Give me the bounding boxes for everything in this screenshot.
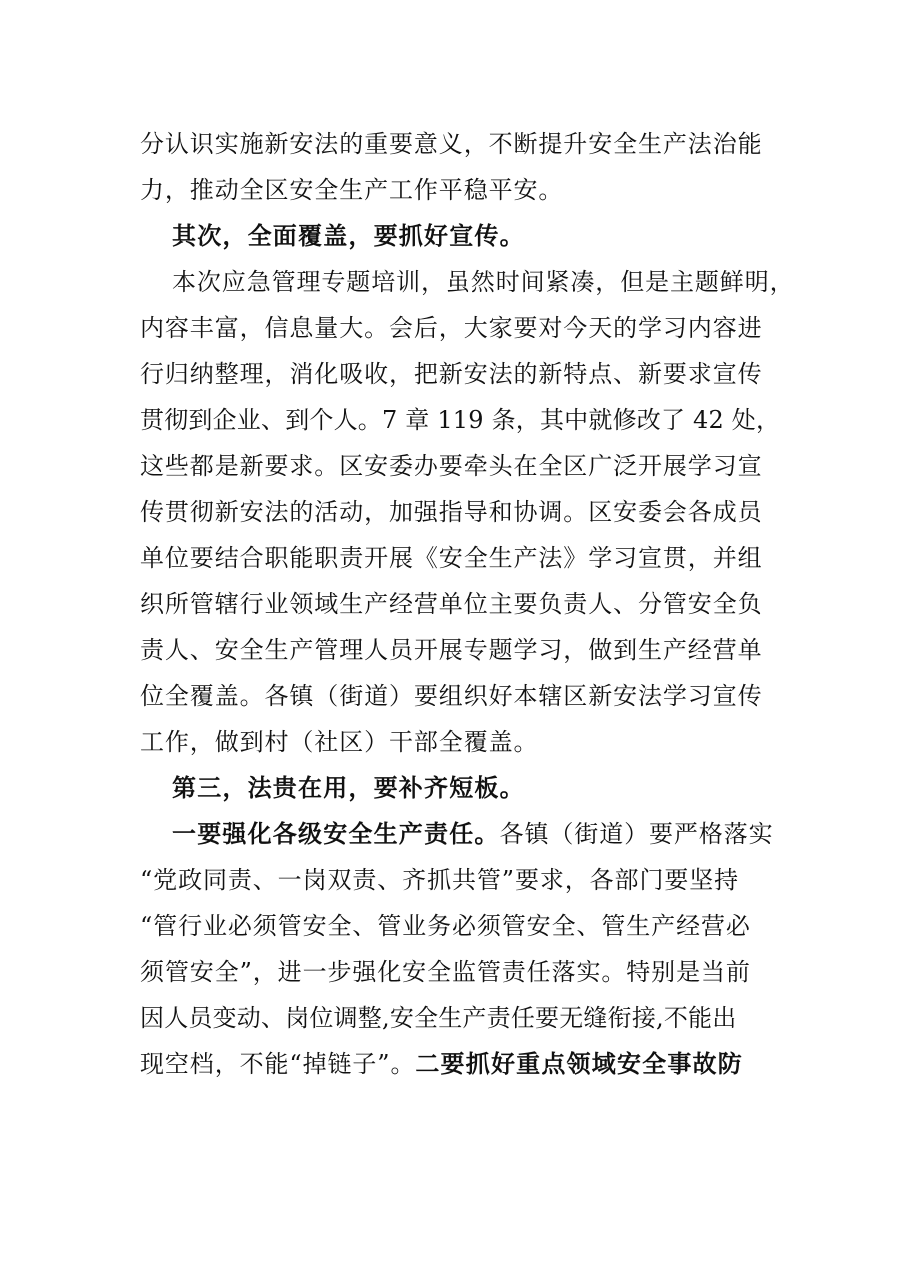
- text-line: “管行业必须管安全、管业务必须管安全、管生产经营必: [140, 912, 751, 940]
- text-line: 位全覆盖。各镇（街道）要组织好本辖区新安法学习宣传: [140, 682, 763, 710]
- text-line: 内容丰富，信息量大。会后，大家要对今天的学习内容进: [140, 314, 763, 342]
- text-line: [140, 811, 780, 857]
- text-line: 这些都是新要求。区安委办要牵头在全区广泛开展学习宣: [140, 452, 763, 480]
- bold-lead-phrase: 一要强化各级安全生产责任。: [172, 820, 500, 848]
- text-line: [140, 1041, 780, 1087]
- bold-lead-phrase: 二要抓好重点领域安全事故防: [415, 1050, 743, 1078]
- text-line: 工作，做到村（社区）干部全覆盖。: [140, 728, 539, 756]
- text-line: 传贯彻新安法的活动，加强指导和协调。区安委会各成员: [140, 498, 763, 526]
- document-body: [140, 121, 795, 1087]
- text-line: 单位要结合职能职责开展《安全生产法》学习宣贯，并组: [140, 544, 763, 572]
- text-line: 贯彻到企业、到个人。7 章 119 条，其中就修改了 42 处，: [140, 406, 781, 434]
- text-line: 因人员变动、岗位调整,安全生产责任要无缝衔接,不能出: [140, 1004, 737, 1032]
- text-line: 本次应急管理专题培训，虽然时间紧凑，但是主题鲜明，: [172, 268, 795, 296]
- text-span: 现空档，不能“掉链子”。: [140, 1050, 416, 1078]
- section-heading: 第三，法贵在用，要补齐短板。: [172, 774, 525, 802]
- text-line: 须管安全”，进一步强化安全监管责任落实。特别是当前: [140, 958, 751, 986]
- text-line: “党政同责、一岗双责、齐抓共管”要求，各部门要坚持: [140, 866, 740, 894]
- text-span: 各镇（街道）要严格落实: [499, 820, 774, 848]
- section-heading: 其次，全面覆盖，要抓好宣传。: [172, 222, 525, 250]
- text-line: 行归纳整理，消化吸收，把新安法的新特点、新要求宣传: [140, 360, 763, 388]
- text-line: 责人、安全生产管理人员开展专题学习，做到生产经营单: [140, 636, 763, 664]
- text-line: 力，推动全区安全生产工作平稳平安。: [140, 176, 564, 204]
- text-line: 织所管辖行业领域生产经营单位主要负责人、分管安全负: [140, 590, 763, 618]
- text-line: 分认识实施新安法的重要意义，不断提升安全生产法治能: [140, 130, 763, 158]
